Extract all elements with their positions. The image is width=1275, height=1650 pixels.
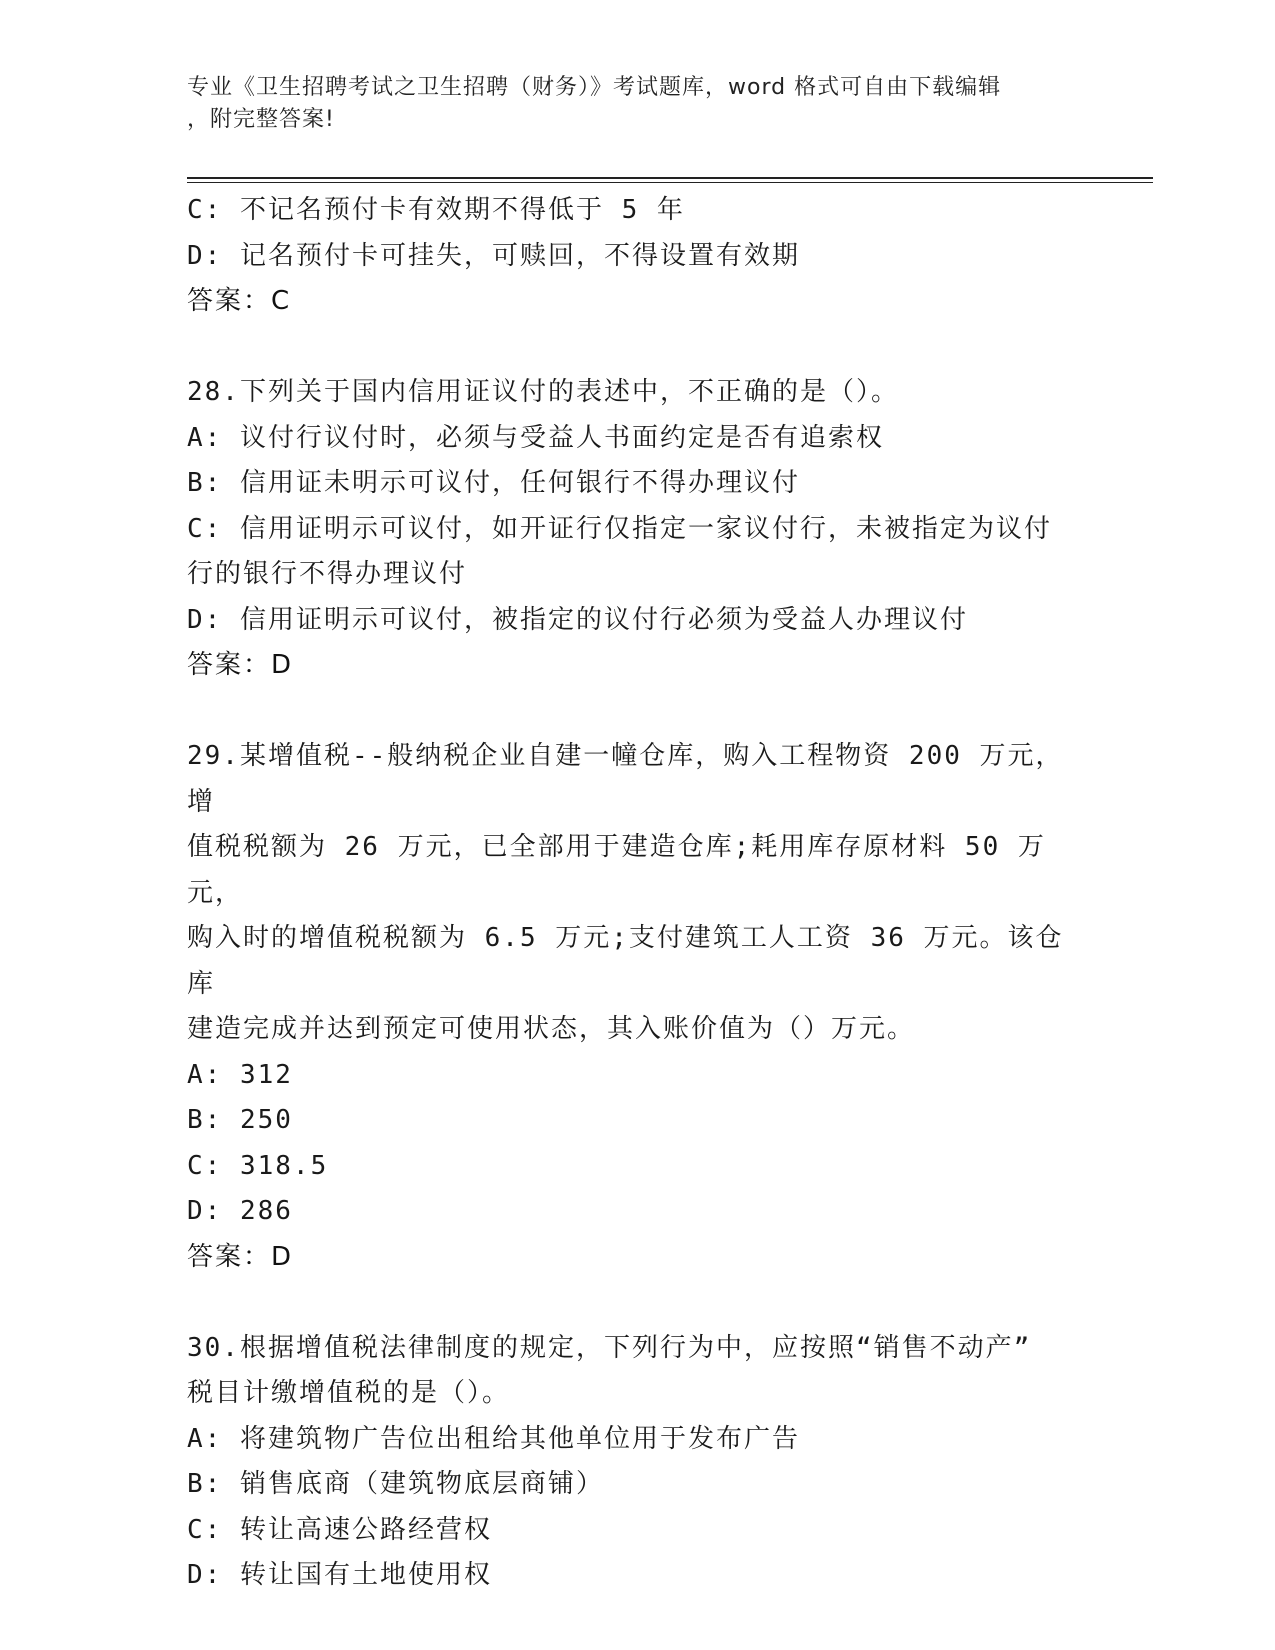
page-header xyxy=(187,72,1067,136)
header-title-line1: 专业《卫生招聘考试之卫生招聘（财务）》考试题库，word 格式可自由下载编辑 xyxy=(187,75,1002,100)
header-rule-thick xyxy=(187,177,1153,179)
q29-option-d: D: 286 xyxy=(187,1196,293,1226)
q29-stem-line4: 建造完成并达到预定可使用状态，其入账价值为（）万元。 xyxy=(187,1014,916,1044)
question-30 xyxy=(187,1326,1087,1599)
q30-option-a: A: 将建筑物广告位出租给其他单位用于发布广告 xyxy=(187,1423,800,1454)
q28-option-b: B: 信用证未明示可议付，任何银行不得办理议付 xyxy=(187,468,800,498)
spacer xyxy=(187,689,1087,735)
q29-answer: 答案：D xyxy=(187,1241,294,1272)
q30-option-d: D: 转让国有土地使用权 xyxy=(187,1560,492,1590)
prev-option-c: C: 不记名预付卡有效期不得低于 5 年 xyxy=(187,195,685,225)
q29-option-a: A: 312 xyxy=(187,1059,293,1090)
question-content xyxy=(187,188,1087,1599)
q30-option-c: C: 转让高速公路经营权 xyxy=(187,1514,492,1545)
prev-answer: 答案：C xyxy=(187,286,292,316)
q30-stem-line1: 30.根据增值税法律制度的规定，下列行为中，应按照“销售不动产” xyxy=(187,1332,1032,1363)
q28-answer: 答案：D xyxy=(187,650,294,680)
q28-option-c-line2: 行的银行不得办理议付 xyxy=(187,559,468,589)
q28-option-a: A: 议付行议付时，必须与受益人书面约定是否有追索权 xyxy=(187,422,884,453)
q28-stem: 28.下列关于国内信用证议付的表述中，不正确的是（）。 xyxy=(187,377,899,407)
spacer xyxy=(187,325,1087,371)
header-title-line2: ，附完整答案! xyxy=(187,107,335,132)
prev-option-d: D: 记名预付卡可挂失，可赎回，不得设置有效期 xyxy=(187,240,800,271)
q29-stem-line2: 值税税额为 26 万元，已全部用于建造仓库;耗用库存原材料 50 万元， xyxy=(187,832,1046,908)
q29-stem-line1: 29.某增值税--般纳税企业自建一幢仓库，购入工程物资 200 万元，增 xyxy=(187,741,1064,817)
q29-stem-line3: 购入时的增值税税额为 6.5 万元;支付建筑工人工资 36 万元。该仓库 xyxy=(187,923,1064,999)
q28-option-d: D: 信用证明示可议付，被指定的议付行必须为受益人办理议付 xyxy=(187,604,968,635)
q30-option-b: B: 销售底商（建筑物底层商铺） xyxy=(187,1469,604,1499)
q29-option-b: B: 250 xyxy=(187,1105,293,1135)
question-29 xyxy=(187,734,1087,1280)
q29-option-c: C: 318.5 xyxy=(187,1150,329,1181)
q30-stem-line2: 税目计缴增值税的是（）。 xyxy=(187,1378,511,1408)
spacer xyxy=(187,1280,1087,1326)
header-rule-thin xyxy=(187,182,1153,183)
question-28 xyxy=(187,370,1087,689)
q28-option-c-line1: C: 信用证明示可议付，如开证行仅指定一家议付行，未被指定为议付 xyxy=(187,513,1052,544)
